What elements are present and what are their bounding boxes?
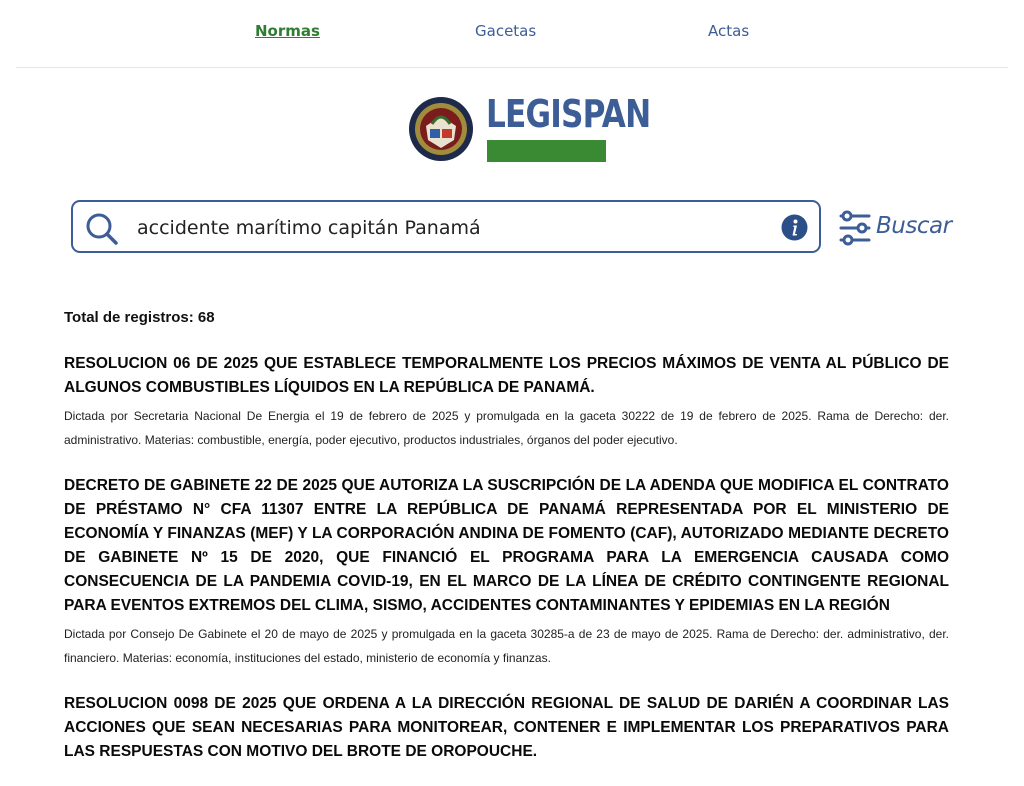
result-item (64, 352, 949, 452)
nav-actas-link[interactable]: Actas (708, 22, 750, 40)
logo-wordmark: LEGISPAN (486, 92, 651, 136)
result-title-link[interactable]: RESOLUCION 06 DE 2025 QUE ESTABLECE TEMPORALMENTE LOS PRECIOS MÁXIMOS DE VENTA AL PÚBLICO DE ALGUNOS COMBUSTIBLES LÍQUIDOS EN LA REPÚBLICA DE PANAMÁ. (64, 355, 949, 396)
result-item (64, 474, 949, 670)
top-navigation (16, 0, 1008, 68)
result-title-link[interactable]: RESOLUCION 0098 DE 2025 QUE ORDENA A LA DIRECCIÓN REGIONAL DE SALUD DE DARIÉN A COORDINAR LAS ACCIONES QUE SEAN NECESARIAS PARA MONITOREAR, CONTENER E IMPLEMENTAR LOS PREPARATIVOS PARA LAS RESPUESTAS CON MOTIVO DEL BROTE DE OROPOUCHE. (64, 695, 949, 760)
legispan-logo[interactable] (408, 92, 651, 164)
results-list (64, 352, 949, 786)
result-title-link[interactable]: DECRETO DE GABINETE 22 DE 2025 QUE AUTORIZA LA SUSCRIPCIÓN DE LA ADENDA QUE MODIFICA EL CONTRATO DE PRÉSTAMO N° CFA 11307 ENTRE LA REPÚBLICA DE PANAMÁ REPRESENTADA POR EL MINISTERIO DE ECONOMÍA Y FINANZAS (MEF) Y LA CORPORACIÓN ANDINA DE FOMENTO (CAF), AUTORIZADO MEDIANTE DECRETO DE GABINETE Nº 15 DE 2020, QUE FINANCIÓ EL PROGRAMA PARA LA EMERGENCIA CAUSADA COMO CONSECUENCIA DE LA PANDEMIA COVID-19, EN EL MARCO DE LA LÍNEA DE CRÉDITO CONTINGENTE REGIONAL PARA EVENTOS EXTREMOS DEL CLIMA, SISMO, ACCIDENTES CONTAMINANTES Y EPIDEMIAS EN LA REGIÓN (64, 477, 949, 614)
search-bar (71, 200, 821, 253)
result-item (64, 692, 949, 764)
national-seal-icon (408, 96, 474, 162)
results-total: Total de registros: 68 (64, 309, 215, 326)
search-button[interactable]: Buscar (876, 213, 952, 239)
nav-normas-link[interactable]: Normas (255, 22, 320, 40)
search-input[interactable] (135, 210, 779, 246)
filter-sliders-icon[interactable] (838, 210, 872, 246)
result-meta: Dictada por Consejo De Gabinete el 20 de mayo de 2025 y promulgada en la gaceta 30285-a de 23 de mayo de 2025. Rama de Derecho: der. administrativo, der. financiero. Materias: economía, instituciones del estado, ministerio de economía y finanzas. (64, 627, 949, 665)
nav-gacetas-link[interactable]: Gacetas (475, 22, 537, 40)
search-icon[interactable] (85, 212, 119, 246)
logo-green-bar (487, 140, 606, 162)
result-meta: Dictada por Secretaria Nacional De Energia el 19 de febrero de 2025 y promulgada en la gaceta 30222 de 19 de febrero de 2025. Rama de Derecho: der. administrativo. Materias: combustible, energía, poder ejecutivo, productos industriales, órganos del poder ejecutivo. (64, 409, 949, 447)
info-icon[interactable] (781, 214, 808, 241)
